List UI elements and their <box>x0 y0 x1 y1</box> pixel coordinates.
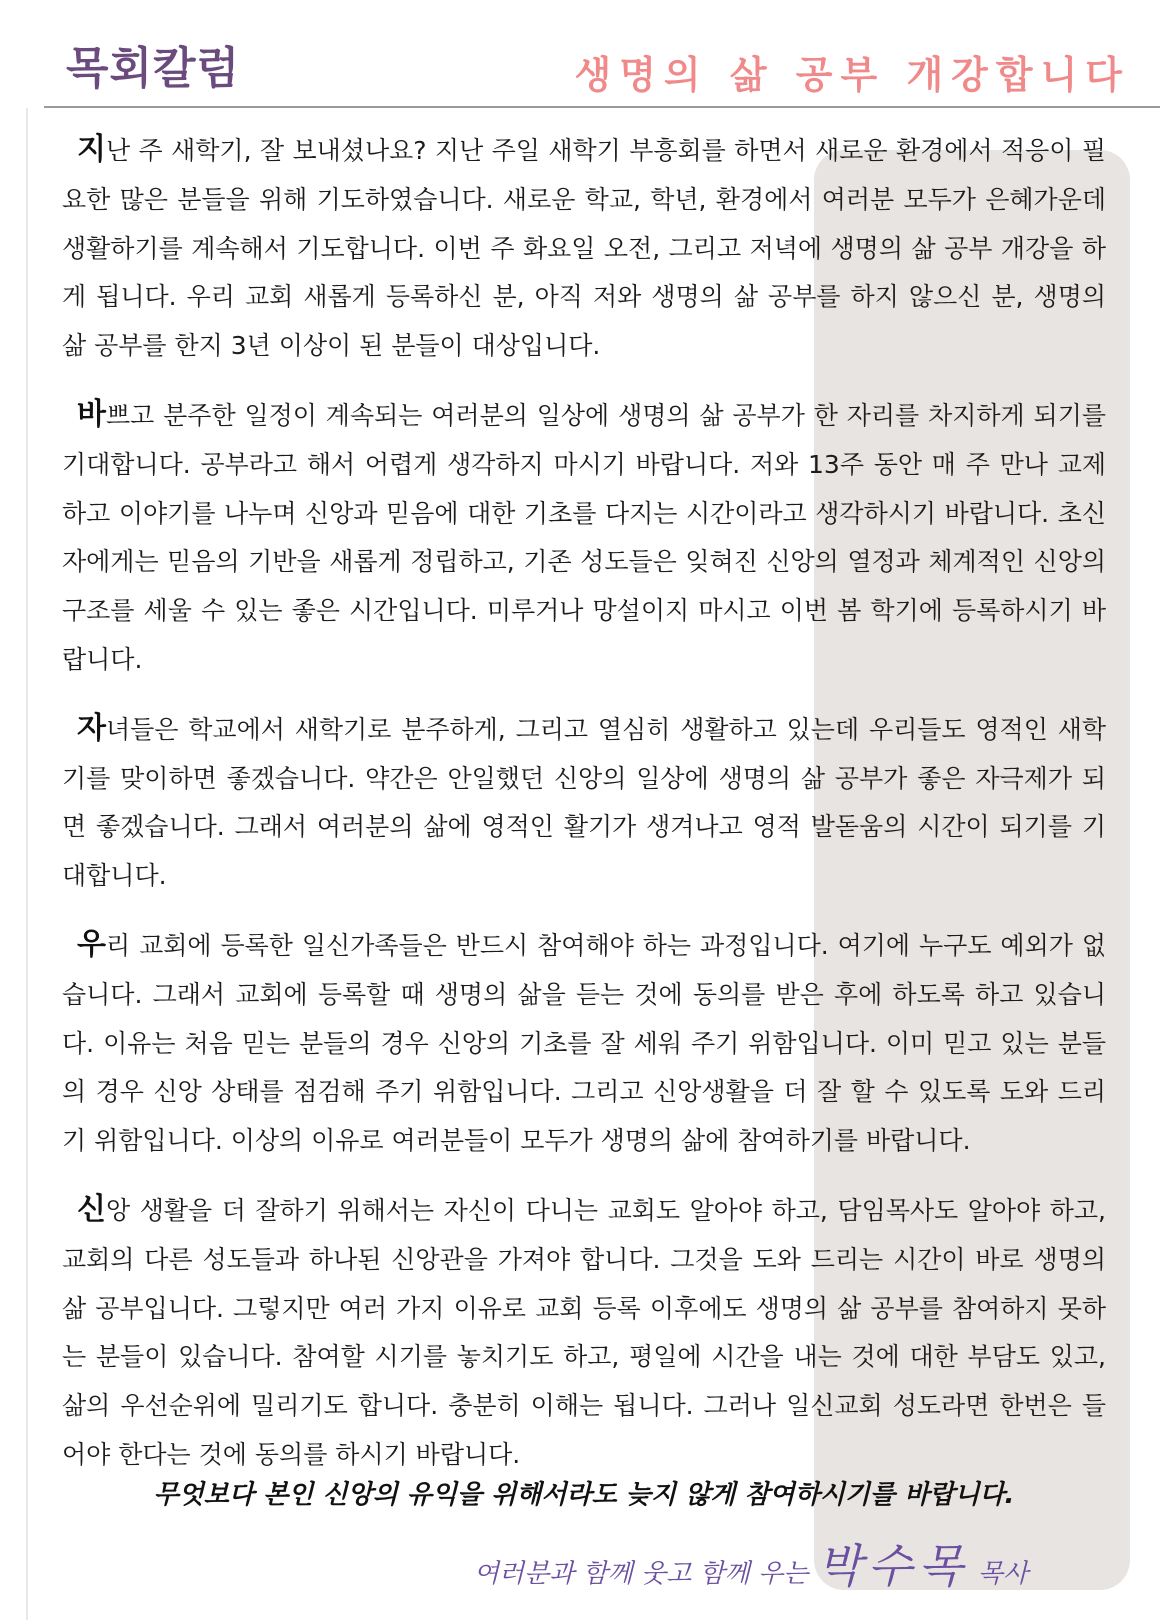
title-divider <box>44 106 1160 108</box>
header <box>0 0 1170 110</box>
signature <box>474 1530 1028 1596</box>
article-body <box>62 126 1106 1500</box>
paragraph-text: 리 교회에 등록한 일신가족들은 반드시 참여해야 하는 과정입니다. 여기에 누구도 예외가 없습니다. 그래서 교회에 등록할 때 생명의 삶을 듣는 것에 동의를 받은 후에 하도록 하고 있습니다. 이유는 처음 믿는 분들의 경우 신앙의 기초를 잘 세워 주기 위함입니다. 이미 믿고 있는 분들의 경우 신앙 상태를 점검해 주기 위함입니다. 그리고 신앙생활을 더 잘 할 수 있도록 도와 드리기 위함입니다. 이상의 이유로 여러분들이 모두가 생명의 삶에 참여하기를 바랍니다. <box>62 930 1106 1156</box>
paragraph-2 <box>62 391 1106 685</box>
paragraph-4 <box>62 921 1106 1166</box>
signature-name: 박수목 <box>817 1539 969 1593</box>
paragraph-3 <box>62 705 1106 901</box>
paragraph-initial: 자 <box>77 710 106 746</box>
article-title: 생명의 삶 공부 개강합니다 <box>574 53 1130 97</box>
column-title: 목회칼럼 <box>66 43 241 94</box>
paragraph-initial: 지 <box>77 132 106 167</box>
paragraph-text: 앙 생활을 더 잘하기 위해서는 자신이 다니는 교회도 알아야 하고, 담임목사도 알아야 하고, 교회의 다른 성도들과 하나된 신앙관을 가져야 합니다. 그것을 도와 드리는 시간이 바로 생명의 삶 공부입니다. 그렇지만 여러 가지 이유로 교회 등록 이후에도 생명의 삶 공부를 참여하지 못하는 분들이 있습니다. 참여할 시기를 놓치기도 하고, 평일에 시간을 내는 것에 대한 부담도 있고, 삶의 우선순위에 밀리기도 합니다. 충분히 이해는 됩니다. 그러나 일신교회 성도라면 한번은 들어야 한다는 것에 동의를 하시기 바랍니다. <box>62 1195 1106 1469</box>
paragraph-initial: 우 <box>77 926 106 962</box>
paragraph-initial: 바 <box>77 396 106 432</box>
paragraph-text: 녀들은 학교에서 새학기로 분주하게, 그리고 열심히 생활하고 있는데 우리들도 영적인 새학기를 맞이하면 좋겠습니다. 약간은 안일했던 신앙의 일상에 생명의 삶 공부가 좋은 자극제가 되면 좋겠습니다. 그래서 여러분의 삶에 영적인 활기가 생겨나고 영적 발돋움의 시간이 되기를 기대합니다. <box>62 714 1106 891</box>
paragraph-text: 난 주 새학기, 잘 보내셨나요? 지난 주일 새학기 부흥회를 하면서 새로운 환경에서 적응이 필요한 많은 분들을 위해 기도하였습니다. 새로운 학교, 학년, 환경에서 여러분 모두가 은혜가운데 생활하기를 계속해서 기도합니다. 이번 주 화요일 오전, 그리고 저녁에 생명의 삶 공부 개강을 하게 됩니다. 우리 교회 새롭게 등록하신 분, 아직 저와 생명의 삶 공부를 하지 않으신 분, 생명의 삶 공부를 한지 3년 이상이 된 분들이 대상입니다. <box>62 136 1106 361</box>
paragraph-1 <box>62 126 1106 371</box>
paragraph-initial: 신 <box>77 1191 106 1227</box>
signature-title: 목사 <box>977 1559 1028 1589</box>
left-border-line <box>26 108 28 1620</box>
signature-prefix: 여러분과 함께 웃고 함께 우는 <box>473 1559 809 1589</box>
closing-statement: 무엇보다 본인 신앙의 유익을 위해서라도 늦지 않게 참여하시기를 바랍니다. <box>153 1480 1015 1510</box>
paragraph-5 <box>62 1186 1106 1480</box>
paragraph-text: 쁘고 분주한 일정이 계속되는 여러분의 일상에 생명의 삶 공부가 한 자리를 차지하게 되기를 기대합니다. 공부라고 해서 어렵게 생각하지 마시기 바랍니다. 저와 13주 동안 매 주 만나 교제하고 이야기를 나누며 신앙과 믿음에 대한 기초를 다지는 시간이라고 생각하시기 바랍니다. 초신자에게는 믿음의 기반을 새롭게 정립하고, 기존 성도들은 잊혀진 신앙의 열정과 체계적인 신앙의 구조를 세울 수 있는 좋은 시간입니다. 미루거나 망설이지 마시고 이번 봄 학기에 등록하시기 바랍니다. <box>62 400 1106 674</box>
